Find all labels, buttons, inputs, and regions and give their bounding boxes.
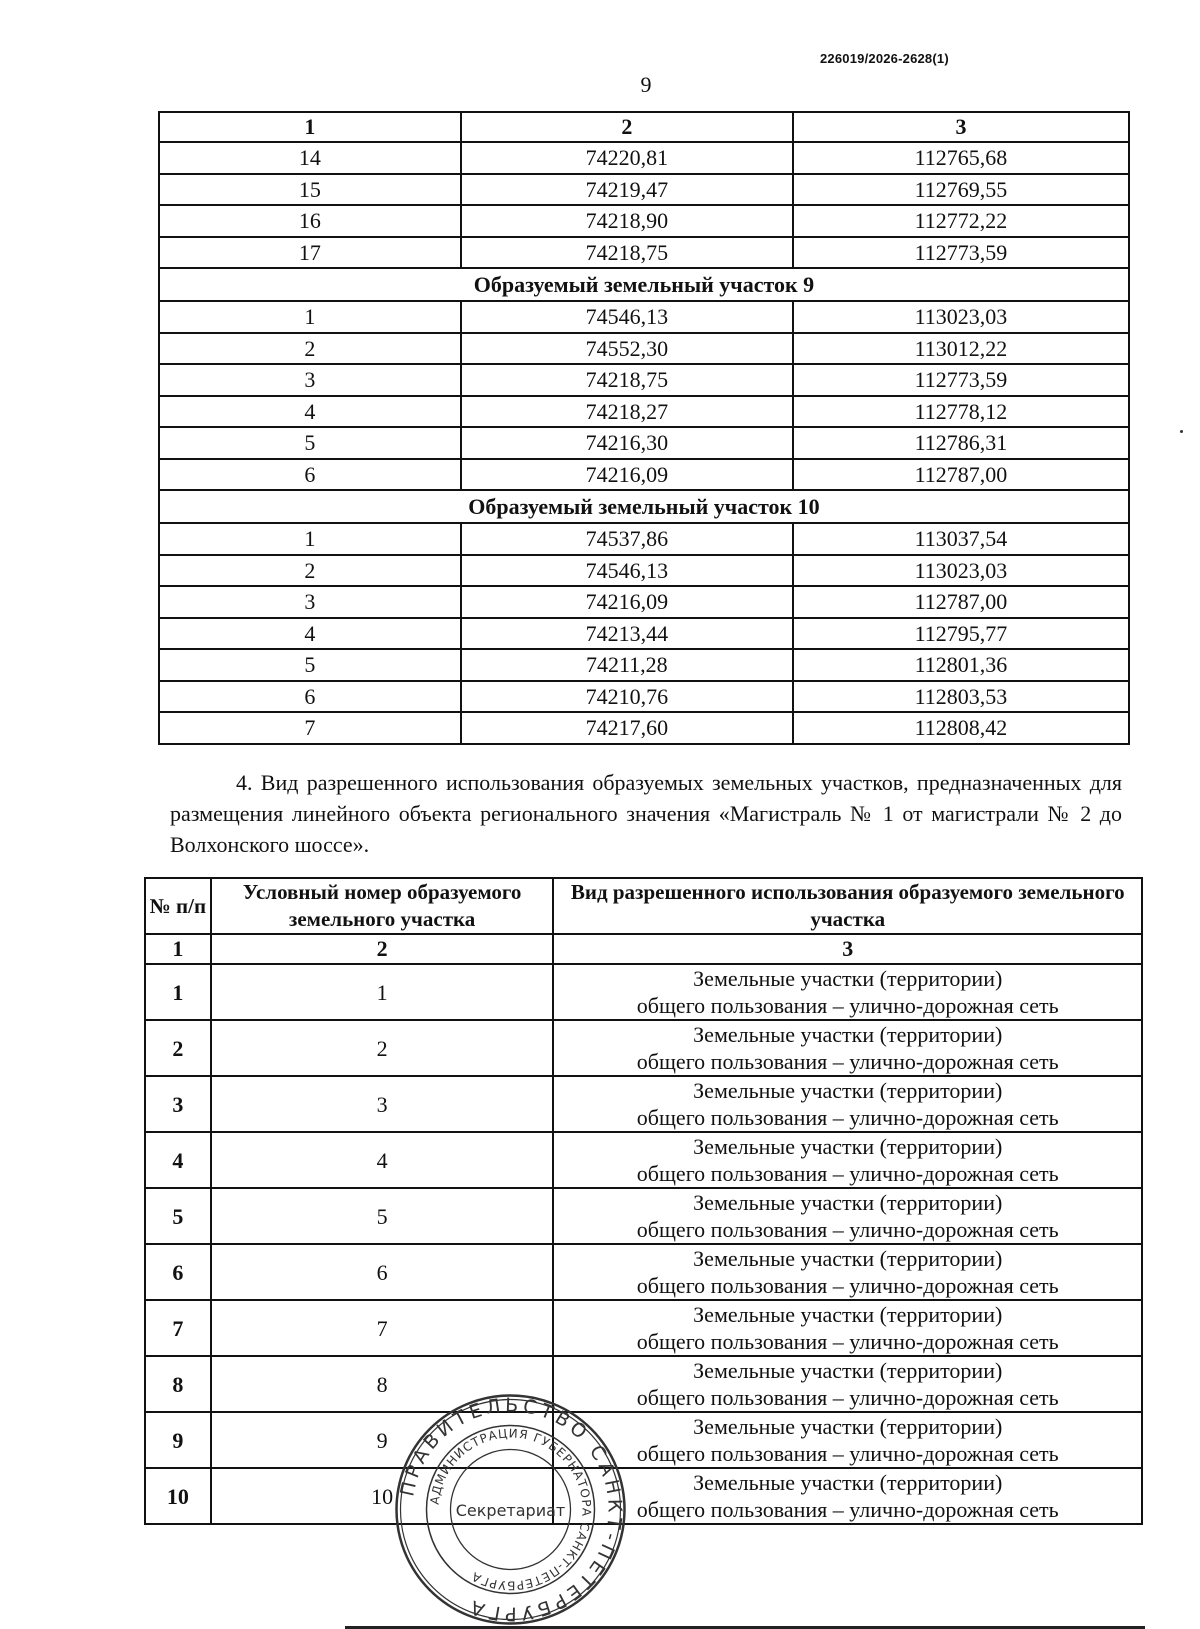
- table-cell: 112773,59: [793, 237, 1129, 269]
- document-number: 226019/2026-2628(1): [820, 51, 949, 66]
- permitted-use-cell: [553, 964, 1142, 1020]
- permitted-use-cell: [553, 1356, 1142, 1412]
- use-line-2: общего пользования – улично-дорожная сеть: [636, 1441, 1059, 1466]
- use-line-1: Земельные участки (территории): [693, 1470, 1003, 1495]
- table-cell: 15: [159, 174, 461, 206]
- column-header: Вид разрешенного использования образуемого земельного участка: [553, 878, 1142, 934]
- use-line-1: Земельные участки (территории): [693, 1022, 1003, 1047]
- table-cell: 74220,81: [461, 142, 793, 174]
- table-row: [159, 364, 1129, 396]
- plot-number: 9: [211, 1412, 554, 1468]
- row-number: 6: [145, 1244, 211, 1300]
- table-cell: 74213,44: [461, 618, 793, 650]
- permitted-use-cell: [553, 1412, 1142, 1468]
- row-number: 9: [145, 1412, 211, 1468]
- use-line-2: общего пользования – улично-дорожная сеть: [636, 1049, 1059, 1074]
- permitted-use-cell: [553, 1076, 1142, 1132]
- table-cell: 14: [159, 142, 461, 174]
- table-row: [159, 142, 1129, 174]
- table-row: [159, 555, 1129, 587]
- table-cell: 74218,75: [461, 237, 793, 269]
- table-cell: 1: [159, 523, 461, 555]
- use-line-2: общего пользования – улично-дорожная сеть: [636, 993, 1059, 1018]
- permitted-use-table: [144, 877, 1143, 1525]
- use-line-2: общего пользования – улично-дорожная сеть: [636, 1497, 1059, 1522]
- permitted-use-cell: [553, 1468, 1142, 1524]
- row-number: 1: [145, 964, 211, 1020]
- permitted-use-cell: [553, 1020, 1142, 1076]
- table-cell: 1: [159, 301, 461, 333]
- table-cell: 74210,76: [461, 681, 793, 713]
- table-cell: 74552,30: [461, 333, 793, 365]
- table-cell: 5: [159, 427, 461, 459]
- table-row: [145, 1020, 1142, 1076]
- table-cell: 74546,13: [461, 301, 793, 333]
- table-cell: 112778,12: [793, 396, 1129, 428]
- coordinates-table: [158, 111, 1130, 745]
- table-row: [159, 618, 1129, 650]
- table-cell: 4: [159, 618, 461, 650]
- table-row: [159, 205, 1129, 237]
- table-row: [159, 586, 1129, 618]
- table-cell: 2: [159, 555, 461, 587]
- table-cell: 112801,36: [793, 649, 1129, 681]
- table-cell: 113023,03: [793, 555, 1129, 587]
- table-row: [159, 301, 1129, 333]
- table-cell: 113012,22: [793, 333, 1129, 365]
- table-row: [159, 459, 1129, 491]
- table-cell: 74546,13: [461, 555, 793, 587]
- column-number: 3: [553, 934, 1142, 964]
- use-line-1: Земельные участки (территории): [693, 966, 1003, 991]
- table-cell: 3: [159, 586, 461, 618]
- use-line-1: Земельные участки (территории): [693, 1246, 1003, 1271]
- table-cell: 74211,28: [461, 649, 793, 681]
- column-number: 2: [211, 934, 554, 964]
- section-heading: Образуемый земельный участок 10: [159, 490, 1129, 523]
- section-4-paragraph: [170, 767, 1122, 860]
- table-cell: 112803,53: [793, 681, 1129, 713]
- scan-speck: [1180, 430, 1183, 433]
- seal-middle-text: АДМИНИСТРАЦИЯ ГУБЕРНАТОРА САНКТ-ПЕТЕРБУРГА: [427, 1426, 594, 1593]
- table-cell: 2: [159, 333, 461, 365]
- use-line-1: Земельные участки (территории): [693, 1078, 1003, 1103]
- use-line-2: общего пользования – улично-дорожная сеть: [636, 1217, 1059, 1242]
- use-line-1: Земельные участки (территории): [693, 1302, 1003, 1327]
- row-number: 7: [145, 1300, 211, 1356]
- table-cell: 74218,27: [461, 396, 793, 428]
- permitted-use-cell: [553, 1300, 1142, 1356]
- use-line-1: Земельные участки (территории): [693, 1414, 1003, 1439]
- table-row: [145, 1356, 1142, 1412]
- table-cell: 112787,00: [793, 459, 1129, 491]
- table-row: [145, 1468, 1142, 1524]
- table-cell: 112769,55: [793, 174, 1129, 206]
- table-cell: 112772,22: [793, 205, 1129, 237]
- column-number-row: [145, 934, 1142, 964]
- table-row: [145, 1300, 1142, 1356]
- table-cell: 74216,30: [461, 427, 793, 459]
- permitted-use-cell: [553, 1132, 1142, 1188]
- use-line-1: Земельные участки (территории): [693, 1358, 1003, 1383]
- row-number: 3: [145, 1076, 211, 1132]
- table-row: [159, 681, 1129, 713]
- plot-number: 10: [211, 1468, 554, 1524]
- table-cell: 112795,77: [793, 618, 1129, 650]
- plot-number: 5: [211, 1188, 554, 1244]
- use-line-2: общего пользования – улично-дорожная сеть: [636, 1273, 1059, 1298]
- table-row: [159, 174, 1129, 206]
- use-line-2: общего пользования – улично-дорожная сеть: [636, 1105, 1059, 1130]
- table-cell: 74219,47: [461, 174, 793, 206]
- table-cell: 112786,31: [793, 427, 1129, 459]
- table-cell: 4: [159, 396, 461, 428]
- table-row: [159, 237, 1129, 269]
- table-cell: 113023,03: [793, 301, 1129, 333]
- official-seal: [393, 1392, 628, 1627]
- seal-center-text: Секретариат: [455, 1501, 566, 1520]
- table-cell: 74218,75: [461, 364, 793, 396]
- plot-number: 3: [211, 1076, 554, 1132]
- header-row: [145, 878, 1142, 934]
- permitted-use-cell: [553, 1244, 1142, 1300]
- row-number: 10: [145, 1468, 211, 1524]
- row-number: 8: [145, 1356, 211, 1412]
- table-row: [145, 1188, 1142, 1244]
- section-heading-row: [159, 268, 1129, 301]
- paragraph-text: 4. Вид разрешенного использования образуемых земельных участков, предназначенных для размещения линейного объекта регионального значения «Магистраль № 1 от магистрали № 2 до Волхонского шоссе».: [170, 770, 1122, 857]
- table-cell: 74218,90: [461, 205, 793, 237]
- column-header: Условный номер образуемого земельного участка: [211, 878, 554, 934]
- table-cell: 3: [159, 364, 461, 396]
- use-line-1: Земельные участки (территории): [693, 1190, 1003, 1215]
- section-heading: Образуемый земельный участок 9: [159, 268, 1129, 301]
- use-line-2: общего пользования – улично-дорожная сеть: [636, 1329, 1059, 1354]
- table-row: [145, 1076, 1142, 1132]
- table-row: [159, 427, 1129, 459]
- row-number: 2: [145, 1020, 211, 1076]
- table-row: [145, 1412, 1142, 1468]
- column-header: № п/п: [145, 878, 211, 934]
- seal-outer-text: ПРАВИТЕЛЬСТВО САНКТ-ПЕТЕРБУРГА: [396, 1394, 626, 1625]
- table-cell: 74216,09: [461, 459, 793, 491]
- plot-number: 6: [211, 1244, 554, 1300]
- row-number: 5: [145, 1188, 211, 1244]
- table-cell: 112765,68: [793, 142, 1129, 174]
- table-cell: 7: [159, 712, 461, 744]
- plot-number: 1: [211, 964, 554, 1020]
- table-cell: 113037,54: [793, 523, 1129, 555]
- use-line-2: общего пользования – улично-дорожная сеть: [636, 1385, 1059, 1410]
- column-number-row: [159, 112, 1129, 142]
- use-line-1: Земельные участки (территории): [693, 1134, 1003, 1159]
- section-heading-row: [159, 490, 1129, 523]
- column-number: 1: [159, 112, 461, 142]
- table-row: [159, 712, 1129, 744]
- permitted-use-cell: [553, 1188, 1142, 1244]
- use-line-2: общего пользования – улично-дорожная сеть: [636, 1161, 1059, 1186]
- table-cell: 17: [159, 237, 461, 269]
- table-row: [159, 523, 1129, 555]
- table-cell: 5: [159, 649, 461, 681]
- row-number: 4: [145, 1132, 211, 1188]
- table-row: [159, 396, 1129, 428]
- table-row: [159, 649, 1129, 681]
- table-cell: 74537,86: [461, 523, 793, 555]
- table-row: [159, 333, 1129, 365]
- table-row: [145, 1132, 1142, 1188]
- table-cell: 112787,00: [793, 586, 1129, 618]
- table-row: [145, 1244, 1142, 1300]
- table-cell: 6: [159, 459, 461, 491]
- plot-number: 8: [211, 1356, 554, 1412]
- plot-number: 4: [211, 1132, 554, 1188]
- table-cell: 74217,60: [461, 712, 793, 744]
- table-cell: 74216,09: [461, 586, 793, 618]
- plot-number: 7: [211, 1300, 554, 1356]
- table-cell: 16: [159, 205, 461, 237]
- page-number: 9: [640, 72, 652, 97]
- table-cell: 112773,59: [793, 364, 1129, 396]
- table-cell: 112808,42: [793, 712, 1129, 744]
- column-number: 2: [461, 112, 793, 142]
- table-cell: 6: [159, 681, 461, 713]
- column-number: 3: [793, 112, 1129, 142]
- column-number: 1: [145, 934, 211, 964]
- table-row: [145, 964, 1142, 1020]
- plot-number: 2: [211, 1020, 554, 1076]
